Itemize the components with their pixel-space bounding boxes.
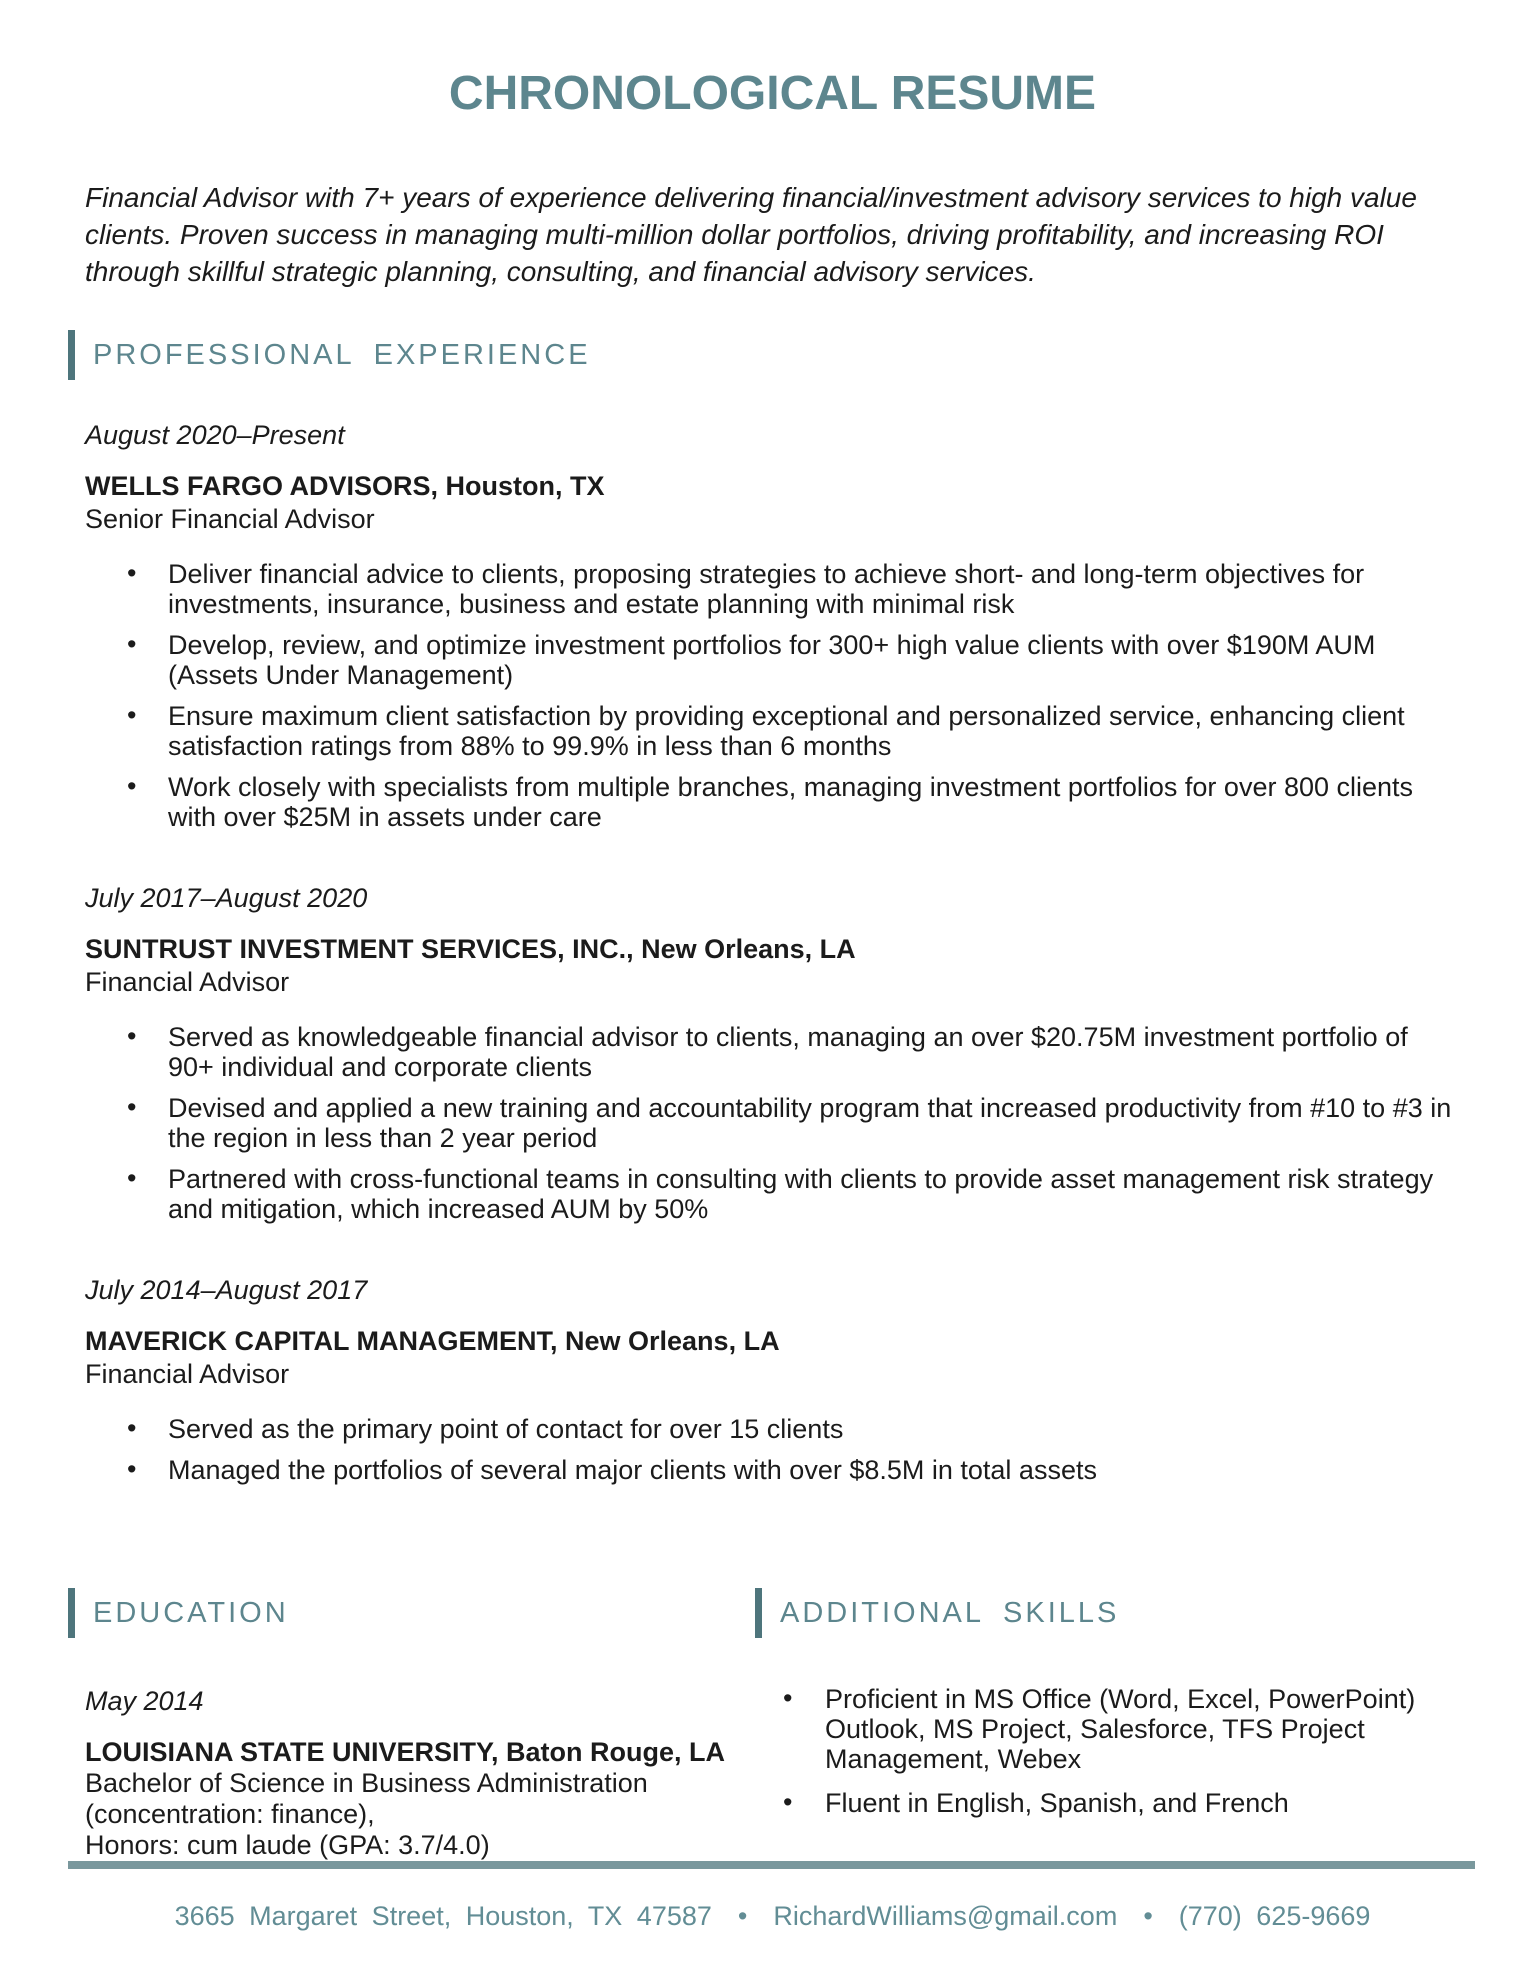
bullet-item: [85, 1093, 1460, 1153]
bullet-text: Work closely with specialists from multiple branches, managing investment portfolios for over 800 clients with over $25M in assets under care: [168, 772, 1414, 832]
job-entry-maverick: [85, 1235, 1460, 1496]
section-accent-bar: [755, 1588, 762, 1638]
bullet-icon: •: [127, 1454, 137, 1484]
job-dates: July 2017–August 2020: [85, 883, 368, 913]
bullet-icon: •: [127, 629, 137, 659]
job-bullet-list: [85, 559, 1460, 832]
bullet-item: [85, 701, 1460, 761]
education-dates: May 2014: [85, 1686, 204, 1716]
job-role: Senior Financial Advisor: [85, 504, 375, 534]
bullet-text: Deliver financial advice to clients, proposing strategies to achieve short- and long-term objectives for investments, insurance, business and estate planning with minimal risk: [168, 559, 1365, 619]
section-title-experience: PROFESSIONAL EXPERIENCE: [93, 338, 591, 371]
job-role: Financial Advisor: [85, 967, 290, 997]
job-company: SUNTRUST INVESTMENT SERVICES, INC., New Orleans, LA: [85, 934, 856, 964]
section-accent-bar: [68, 1588, 75, 1638]
bullet-text: Proficient in MS Office (Word, Excel, PowerPoint) Outlook, MS Project, Salesforce, TFS Project Management, Webex: [825, 1684, 1416, 1774]
bullet-icon: •: [127, 1092, 137, 1122]
job-company: MAVERICK CAPITAL MANAGEMENT, New Orleans, LA: [85, 1326, 780, 1356]
bullet-icon: •: [127, 1021, 137, 1051]
bottom-columns: [85, 1548, 1460, 1861]
section-title-education: EDUCATION: [93, 1596, 289, 1629]
skills-bullet-list: [755, 1684, 1460, 1818]
bullet-item: [755, 1788, 1460, 1818]
job-role: Financial Advisor: [85, 1359, 290, 1389]
section-header-skills: [755, 1588, 1460, 1638]
job-dates: July 2014–August 2017: [85, 1275, 368, 1305]
job-dates: August 2020–Present: [85, 420, 345, 450]
education-degree-line: Bachelor of Science in Business Administration: [85, 1768, 648, 1798]
bullet-icon: •: [127, 771, 137, 801]
bullet-icon: •: [127, 558, 137, 588]
bullet-item: [85, 630, 1460, 690]
bullet-text: Develop, review, and optimize investment portfolios for 300+ high value clients with over $190M AUM (Assets Under Management): [168, 630, 1376, 690]
education-degree-line: (concentration: finance),: [85, 1799, 375, 1829]
bullet-text: Partnered with cross-functional teams in consulting with clients to provide asset management risk strategy and mitigation, which increased AUM by 50%: [168, 1164, 1434, 1224]
bullet-icon: •: [783, 1683, 793, 1713]
section-accent-bar: [68, 330, 75, 380]
footer-phone: (770) 625-9669: [1178, 1901, 1371, 1931]
bullet-item: [755, 1684, 1460, 1774]
bullet-text: Served as knowledgeable financial advisor to clients, managing an over $20.75M investment portfolio of 90+ individual and corporate clients: [168, 1022, 1408, 1082]
page-title: CHRONOLOGICAL RESUME: [448, 67, 1097, 120]
footer: [85, 1861, 1460, 1988]
bullet-item: [85, 1414, 1460, 1444]
bullet-icon: •: [783, 1787, 793, 1817]
bullet-text: Fluent in English, Spanish, and French: [825, 1788, 1289, 1818]
job-bullet-list: [85, 1022, 1460, 1224]
footer-address: 3665 Margaret Street, Houston, TX 47587: [174, 1901, 712, 1931]
education-school: LOUISIANA STATE UNIVERSITY, Baton Rouge, LA: [85, 1737, 726, 1767]
bullet-item: [85, 1022, 1460, 1082]
bullet-icon: •: [127, 1163, 137, 1193]
job-entry-wells-fargo: [85, 380, 1460, 843]
footer-contact-line: [85, 1899, 1460, 1933]
education-degree-line: Honors: cum laude (GPA: 3.7/4.0): [85, 1830, 490, 1860]
job-entry-suntrust: [85, 843, 1460, 1235]
bullet-item: [85, 1455, 1460, 1485]
section-title-skills: ADDITIONAL SKILLS: [780, 1596, 1120, 1629]
bullet-icon: •: [127, 700, 137, 730]
job-company: WELLS FARGO ADVISORS, Houston, TX: [85, 471, 605, 501]
job-bullet-list: [85, 1414, 1460, 1485]
section-header-experience: [68, 330, 1460, 380]
footer-separator-icon: •: [737, 1901, 748, 1931]
footer-email: RichardWilliams@gmail.com: [773, 1901, 1118, 1931]
bullet-item: [85, 559, 1460, 619]
bullet-item: [85, 772, 1460, 832]
bullet-icon: •: [127, 1413, 137, 1443]
skills-column: [755, 1548, 1460, 1861]
education-column: [85, 1548, 755, 1861]
bullet-text: Served as the primary point of contact for over 15 clients: [168, 1414, 844, 1444]
bullet-item: [85, 1164, 1460, 1224]
footer-divider: [68, 1861, 1475, 1869]
footer-separator-icon: •: [1143, 1901, 1153, 1931]
summary-paragraph: Financial Advisor with 7+ years of experience delivering financial/investment advisory services to high value clients. Proven success in managing multi-million dollar portfolios, driving profitability, and increasing ROI through skillful strategic planning, consulting, and financial advisory services.: [85, 182, 1417, 287]
bullet-text: Devised and applied a new training and accountability program that increased productivity from #10 to #3 in the region in less than 2 year period: [168, 1093, 1452, 1153]
bullet-text: Ensure maximum client satisfaction by providing exceptional and personalized service, enhancing client satisfaction ratings from 88% to 99.9% in less than 6 months: [168, 701, 1405, 761]
section-header-education: [68, 1588, 755, 1638]
bullet-text: Managed the portfolios of several major clients with over $8.5M in total assets: [168, 1455, 1097, 1485]
